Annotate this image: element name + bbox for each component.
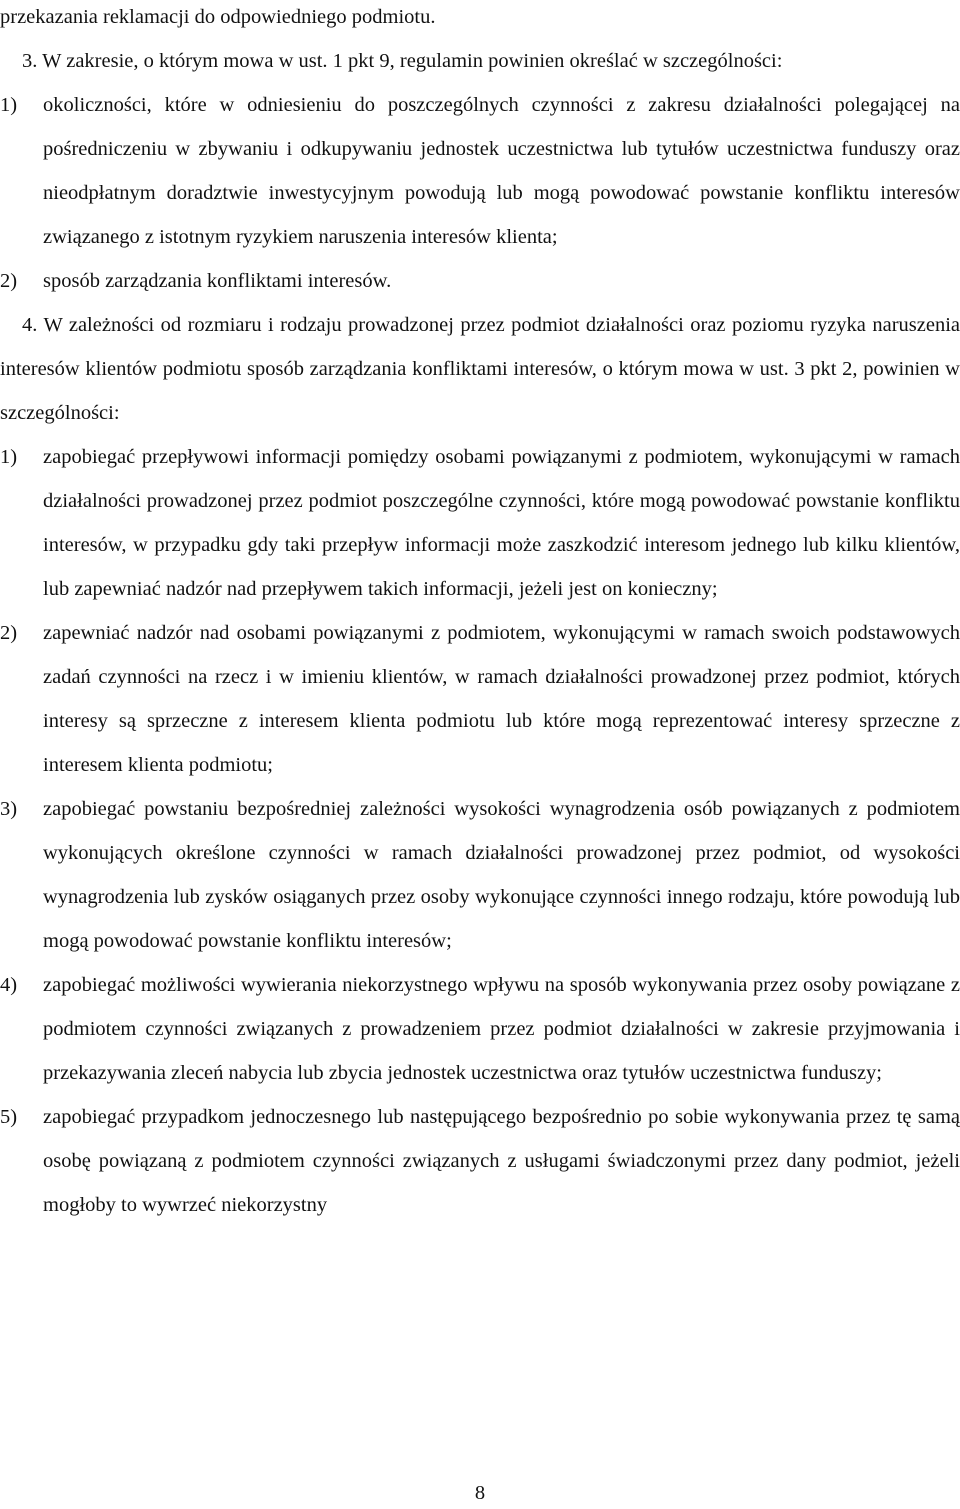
list-item [0, 611, 960, 787]
section-3-list [0, 83, 960, 303]
list-item [0, 435, 960, 611]
list-item [0, 787, 960, 963]
list-text: zapobiegać możliwości wywierania niekorzystnego wpływu na sposób wykonywania przez osoby powiązane z podmiotem czynności związanych z prowadzeniem przez podmiot działalności w zakresie przyjmowania i przekazywania zleceń nabycia lub zbycia jednostek uczestnictwa oraz tytułów uczestnictwa funduszy; [43, 974, 960, 1084]
list-number: 2) [0, 270, 18, 292]
section-4-list [0, 435, 960, 1227]
list-item [0, 83, 960, 259]
list-number: 4) [0, 974, 18, 996]
paragraph-continuation: przekazania reklamacji do odpowiedniego podmiotu. [0, 6, 436, 28]
list-number: 2) [0, 622, 18, 644]
list-item [0, 1095, 960, 1227]
page-number: 8 [474, 1482, 486, 1504]
paragraph-section-3: 3. W zakresie, o którym mowa w ust. 1 pkt 9, regulamin powinien określać w szczególności: [22, 50, 783, 72]
list-text: sposób zarządzania konfliktami interesów. [43, 270, 392, 292]
list-item [0, 259, 960, 303]
list-text: zapobiegać powstaniu bezpośredniej zależności wysokości wynagrodzenia osób powiązanych z podmiotem wykonujących określone czynności w ramach działalności prowadzonej przez podmiot, od wysokości wynagrodzenia lub zysków osiąganych przez osoby wykonujące czynności innego rodzaju, które powodują lub mogą powodować powstanie konfliktu interesów; [43, 798, 960, 952]
list-item [0, 963, 960, 1095]
list-text: zapobiegać przypadkom jednoczesnego lub następującego bezpośrednio po sobie wykonywania przez tę samą osobę powiązaną z podmiotem czynności związanych z usługami świadczonymi przez dany podmiot, jeżeli mogłoby to wywrzeć niekorzystny [43, 1106, 960, 1216]
list-text: zapobiegać przepływowi informacji pomiędzy osobami powiązanymi z podmiotem, wykonującymi w ramach działalności prowadzonej przez podmiot poszczególne czynności, które mogą powodować powstanie konfliktu interesów, w przypadku gdy taki przepływ informacji może zaszkodzić interesom jednego lub kilku klientów, lub zapewniać nadzór nad przepływem takich informacji, jeżeli jest on konieczny; [43, 446, 960, 600]
list-text: okoliczności, które w odniesieniu do poszczególnych czynności z zakresu działalności polegającej na pośredniczeniu w zbywaniu i odkupywaniu jednostek uczestnictwa lub tytułów uczestnictwa funduszy oraz nieodpłatnym doradztwie inwestycyjnym powodują lub mogą powodować powstanie konfliktu interesów związanego z istotnym ryzykiem naruszenia interesów klienta; [43, 94, 960, 248]
list-number: 1) [0, 446, 18, 468]
list-number: 5) [0, 1106, 18, 1128]
list-number: 1) [0, 94, 18, 116]
paragraph-section-4: 4. W zależności od rozmiaru i rodzaju prowadzonej przez podmiot działalności oraz poziomu ryzyka naruszenia interesów klientów podmiotu sposób zarządzania konfliktami interesów, o którym mowa w ust. 3 pkt 2, powinien w szczególności: [0, 314, 960, 424]
list-number: 3) [0, 798, 18, 820]
list-text: zapewniać nadzór nad osobami powiązanymi z podmiotem, wykonującymi w ramach swoich podstawowych zadań czynności na rzecz i w imieniu klientów, w ramach działalności prowadzonej przez podmiot, których interesy są sprzeczne z interesem klienta podmiotu lub które mogą reprezentować interesy sprzeczne z interesem klienta podmiotu; [43, 622, 960, 776]
